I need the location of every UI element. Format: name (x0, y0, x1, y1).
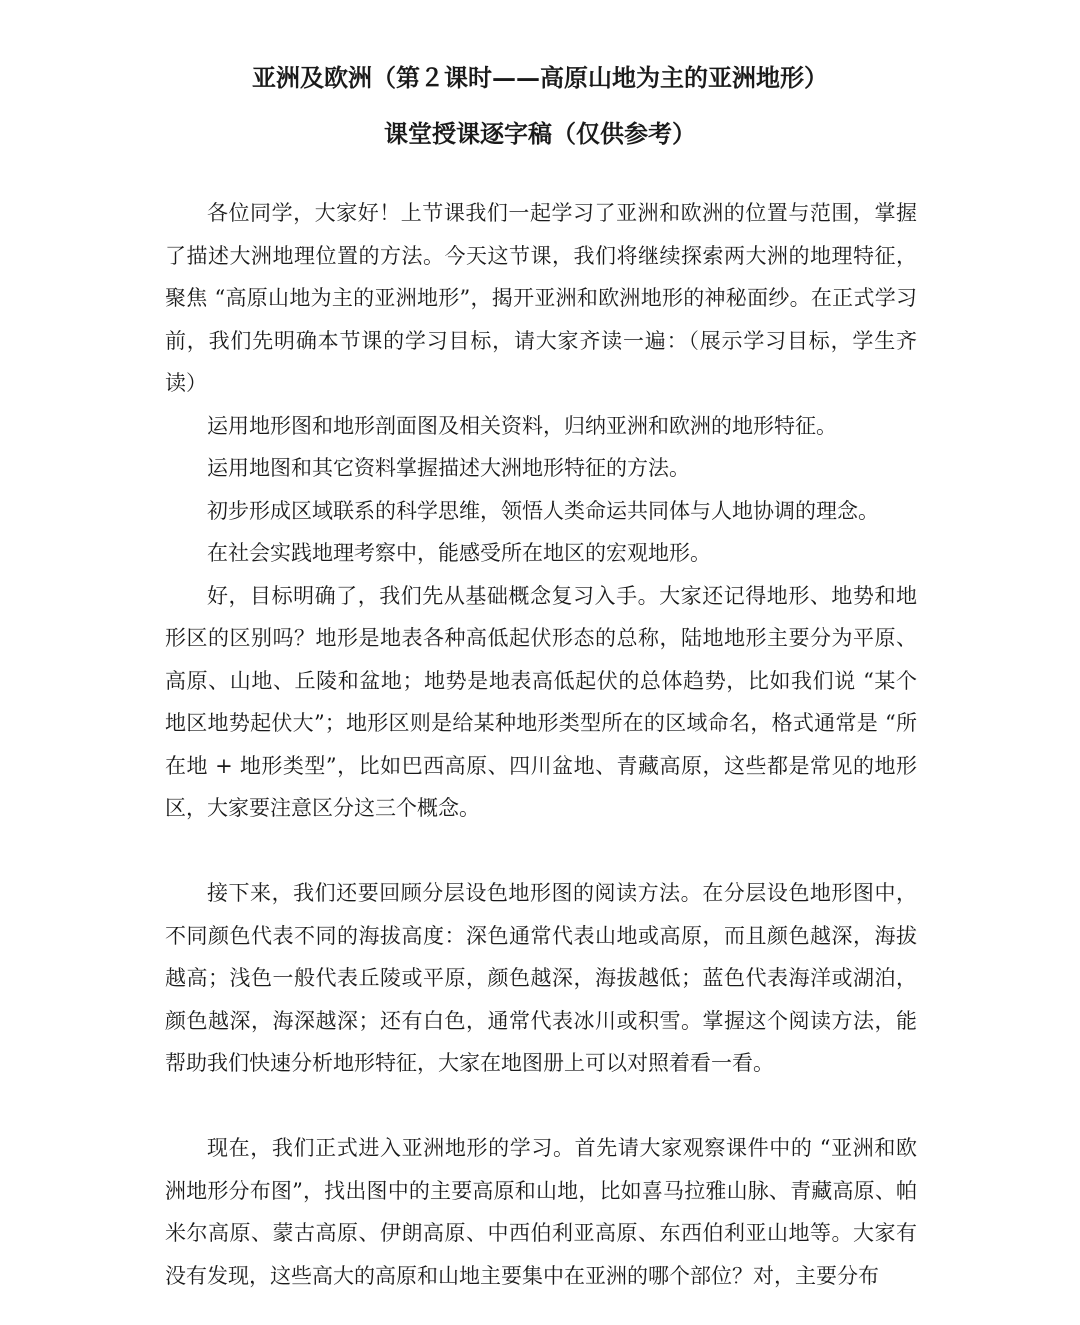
paragraph-goal-4: 在社会实践地理考察中，能感受所在地区的宏观地形。 (207, 541, 711, 565)
paragraph-intro: 各位同学，大家好！上节课我们一起学习了亚洲和欧洲的位置与范围，掌握了描述大洲地理位置的方法。今天这节课，我们将继续探索两大洲的地理特征，聚焦 “高原山地为主的亚洲地形”，揭开亚洲和欧洲地形的神秘面纱。在正式学习前，我们先明确本节课的学习目标，请大家齐读一遍：（展示学习目标，学生齐读） (165, 201, 917, 395)
document-body (165, 192, 917, 1297)
paragraph-gap (165, 830, 917, 873)
paragraph-goal-1: 运用地形图和地形剖面图及相关资料，归纳亚洲和欧洲的地形特征。 (207, 413, 837, 438)
document-subtitle: 课堂授课逐字稿（仅供参考） (384, 119, 696, 148)
paragraph-gap (165, 1085, 917, 1128)
paragraph-goal-3: 初步形成区域联系的科学思维，领悟人类命运共同体与人地协调的理念。 (207, 498, 879, 523)
paragraph-map-reading: 接下来，我们还要回顾分层设色地形图的阅读方法。在分层设色地形图中，不同颜色代表不同的海拔高度：深色通常代表山地或高原，而且颜色越深，海拔越高；浅色一般代表丘陵或平原，颜色越深，海拔越低；蓝色代表海洋或湖泊，颜色越深，海深越深；还有白色，通常代表冰川或积雪。掌握这个阅读方法，能帮助我们快速分析地形特征，大家在地图册上可以对照着看一看。 (165, 881, 917, 1075)
paragraph-goal-2: 运用地图和其它资料掌握描述大洲地形特征的方法。 (207, 456, 690, 480)
paragraph-concepts: 好，目标明确了，我们先从基础概念复习入手。大家还记得地形、地势和地形区的区别吗？地形是地表各种高低起伏形态的总称，陆地地形主要分为平原、高原、山地、丘陵和盆地；地势是地表高低起伏的总体趋势，比如我们说 “某个地区地势起伏大”；地形区则是给某种地形类型所在的区域命名，格式通常是 “所在地 + 地形类型”，比如巴西高原、四川盆地、青藏高原，这些都是常见的地形区，大家要注意区分这三个概念。 (165, 583, 917, 820)
document-title: 亚洲及欧洲（第２课时——高原山地为主的亚洲地形） (252, 63, 828, 92)
paragraph-asia-terrain: 现在，我们正式进入亚洲地形的学习。首先请大家观察课件中的 “亚洲和欧洲地形分布图”，找出图中的主要高原和山地，比如喜马拉雅山脉、青藏高原、帕米尔高原、蒙古高原、伊朗高原、中西伯利亚高原、东西伯利亚山地等。大家有没有发现，这些高大的高原和山地主要集中在亚洲的哪个部位？对，主要分布 (165, 1136, 917, 1288)
